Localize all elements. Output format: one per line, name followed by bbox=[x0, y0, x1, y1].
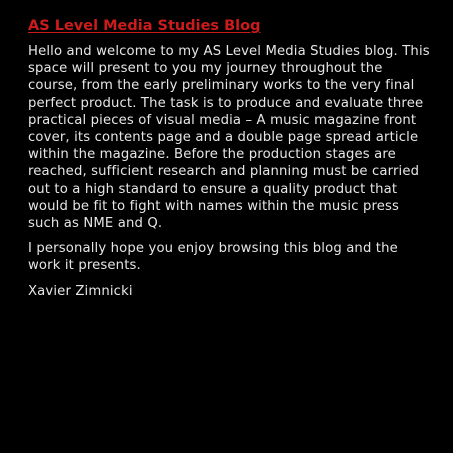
intro-paragraph: Hello and welcome to my AS Level Media Studies blog. This space will present to you my journey throughout the course, from the early preliminary works to the very final perfect product. The task is to produce and evaluate three practical pieces of visual media – A music magazine front cover, its contents page and a double page spread article within the magazine. Before the production stages are reached, sufficient research and planning must be carried out to a high standard to ensure a quality product that would be fit to fight with names within the music press such as NME and Q. bbox=[28, 44, 430, 232]
author-signature: Xavier Zimnicki bbox=[28, 283, 133, 299]
blog-post bbox=[28, 16, 434, 308]
blog-title[interactable]: AS Level Media Studies Blog bbox=[28, 18, 261, 34]
closing-paragraph: I personally hope you enjoy browsing this blog and the work it presents. bbox=[28, 241, 398, 274]
post-body bbox=[28, 43, 434, 300]
